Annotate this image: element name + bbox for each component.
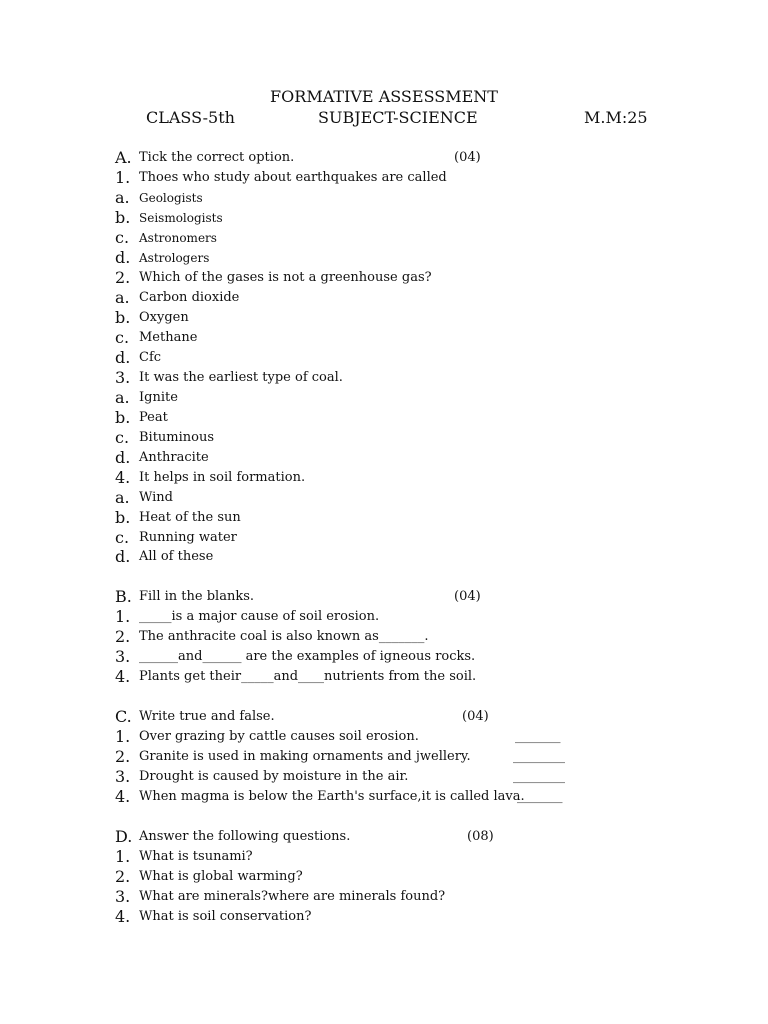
option-letter: d. [115,348,131,367]
option-row[interactable] [115,408,675,428]
class-label: CLASS-5th [146,108,235,127]
answer-blank[interactable]: ________ [513,769,565,784]
question-number: 2. [115,268,131,287]
question-text: Which of the gases is not a greenhouse gas? [139,270,432,285]
option-letter: c. [115,228,130,247]
option-letter: b. [115,408,131,427]
item-number: 3. [115,767,131,786]
option-text: Astrologers [139,251,210,265]
option-row[interactable] [115,448,675,468]
option-row[interactable] [115,547,675,567]
question-row [115,887,675,907]
question-row [115,847,675,867]
item-number: 1. [115,727,131,746]
option-text: Cfc [139,350,162,365]
section-title: Fill in the blanks. [139,589,254,604]
answer-blank[interactable]: ________ [513,749,565,764]
question-text: It was the earliest type of coal. [139,370,343,385]
option-letter: c. [115,528,130,547]
option-row[interactable] [115,428,675,448]
option-text: Methane [139,330,198,345]
option-row[interactable] [115,388,675,408]
item-text: The anthracite coal is also known as_______. [139,629,429,644]
item-text: ______and______ are the examples of igneous rocks. [139,649,476,664]
question-row [115,268,675,288]
option-row[interactable] [115,528,675,548]
option-text: Heat of the sun [139,510,241,525]
question-text: Thoes who study about earthquakes are called [139,170,447,185]
fill-blank-row [115,607,675,627]
question-number: 1. [115,168,131,187]
option-letter: c. [115,328,130,347]
item-number: 4. [115,667,131,686]
section-b-heading [115,587,675,607]
true-false-row [115,787,675,807]
item-text: Drought is caused by moisture in the air. [139,769,409,784]
option-row[interactable] [115,208,675,228]
item-number: 2. [115,627,131,646]
option-text: Oxygen [139,310,189,325]
item-number: 1. [115,607,131,626]
question-row [115,168,675,188]
option-letter: d. [115,547,131,566]
question-text: It helps in soil formation. [139,470,306,485]
max-marks-label: M.M:25 [584,108,648,127]
section-letter: A. [115,148,132,167]
item-number: 4. [115,907,131,926]
fill-blank-row [115,647,675,667]
question-row [115,907,675,927]
option-text: Bituminous [139,430,215,445]
option-text: All of these [139,549,214,564]
question-number: 3. [115,368,131,387]
section-marks: (08) [467,829,494,844]
subject-label: SUBJECT-SCIENCE [318,108,478,127]
option-letter: a. [115,388,130,407]
option-row[interactable] [115,308,675,328]
item-text: Granite is used in making ornaments and jwellery. [139,749,471,764]
item-number: 2. [115,747,131,766]
section-letter: D. [115,827,133,846]
section-letter: B. [115,587,132,606]
section-title: Tick the correct option. [139,150,295,165]
true-false-row [115,747,675,767]
item-text: What is global warming? [139,869,303,884]
option-letter: d. [115,248,131,267]
item-text: Over grazing by cattle causes soil erosion. [139,729,419,744]
option-text: Carbon dioxide [139,290,240,305]
section-title: Answer the following questions. [139,829,351,844]
section-a-heading [115,148,675,168]
item-number: 1. [115,847,131,866]
section-marks: (04) [454,150,481,165]
section-letter: C. [115,707,132,726]
section-marks: (04) [454,589,481,604]
option-letter: a. [115,188,130,207]
option-row[interactable] [115,288,675,308]
item-text: _____is a major cause of soil erosion. [139,609,380,624]
option-text: Anthracite [139,450,209,465]
section-d-heading [115,827,675,847]
true-false-row [115,767,675,787]
option-letter: b. [115,308,131,327]
fill-blank-row [115,627,675,647]
option-row[interactable] [115,248,675,268]
fill-blank-row [115,667,675,687]
option-text: Ignite [139,390,178,405]
true-false-row [115,727,675,747]
option-text: Geologists [139,191,203,205]
option-text: Wind [139,490,173,505]
option-letter: b. [115,508,131,527]
option-row[interactable] [115,228,675,248]
item-text: What is soil conservation? [139,909,312,924]
answer-blank[interactable]: _______ [517,789,563,804]
item-text: Plants get their_____and____nutrients from the soil. [139,669,477,684]
section-c-heading [115,707,675,727]
answer-blank[interactable]: _______ [515,729,561,744]
option-letter: d. [115,448,131,467]
item-number: 4. [115,787,131,806]
item-number: 3. [115,647,131,666]
section-title: Write true and false. [139,709,275,724]
item-text: What are minerals?where are minerals found? [139,889,446,904]
option-text: Peat [139,410,168,425]
option-row[interactable] [115,188,675,208]
option-row[interactable] [115,488,675,508]
option-text: Seismologists [139,211,223,225]
item-text: When magma is below the Earth's surface,it is called lava. [139,789,525,804]
option-row[interactable] [115,328,675,348]
question-row [115,468,675,488]
item-number: 3. [115,887,131,906]
option-row[interactable] [115,348,675,368]
item-text: What is tsunami? [139,849,253,864]
section-marks: (04) [462,709,489,724]
item-number: 2. [115,867,131,886]
option-text: Astronomers [139,231,217,245]
option-letter: a. [115,488,130,507]
option-text: Running water [139,530,237,545]
option-row[interactable] [115,508,675,528]
page-title: FORMATIVE ASSESSMENT [270,87,498,106]
question-row [115,867,675,887]
option-letter: a. [115,288,130,307]
question-number: 4. [115,468,131,487]
option-letter: c. [115,428,130,447]
option-letter: b. [115,208,131,227]
question-row [115,368,675,388]
